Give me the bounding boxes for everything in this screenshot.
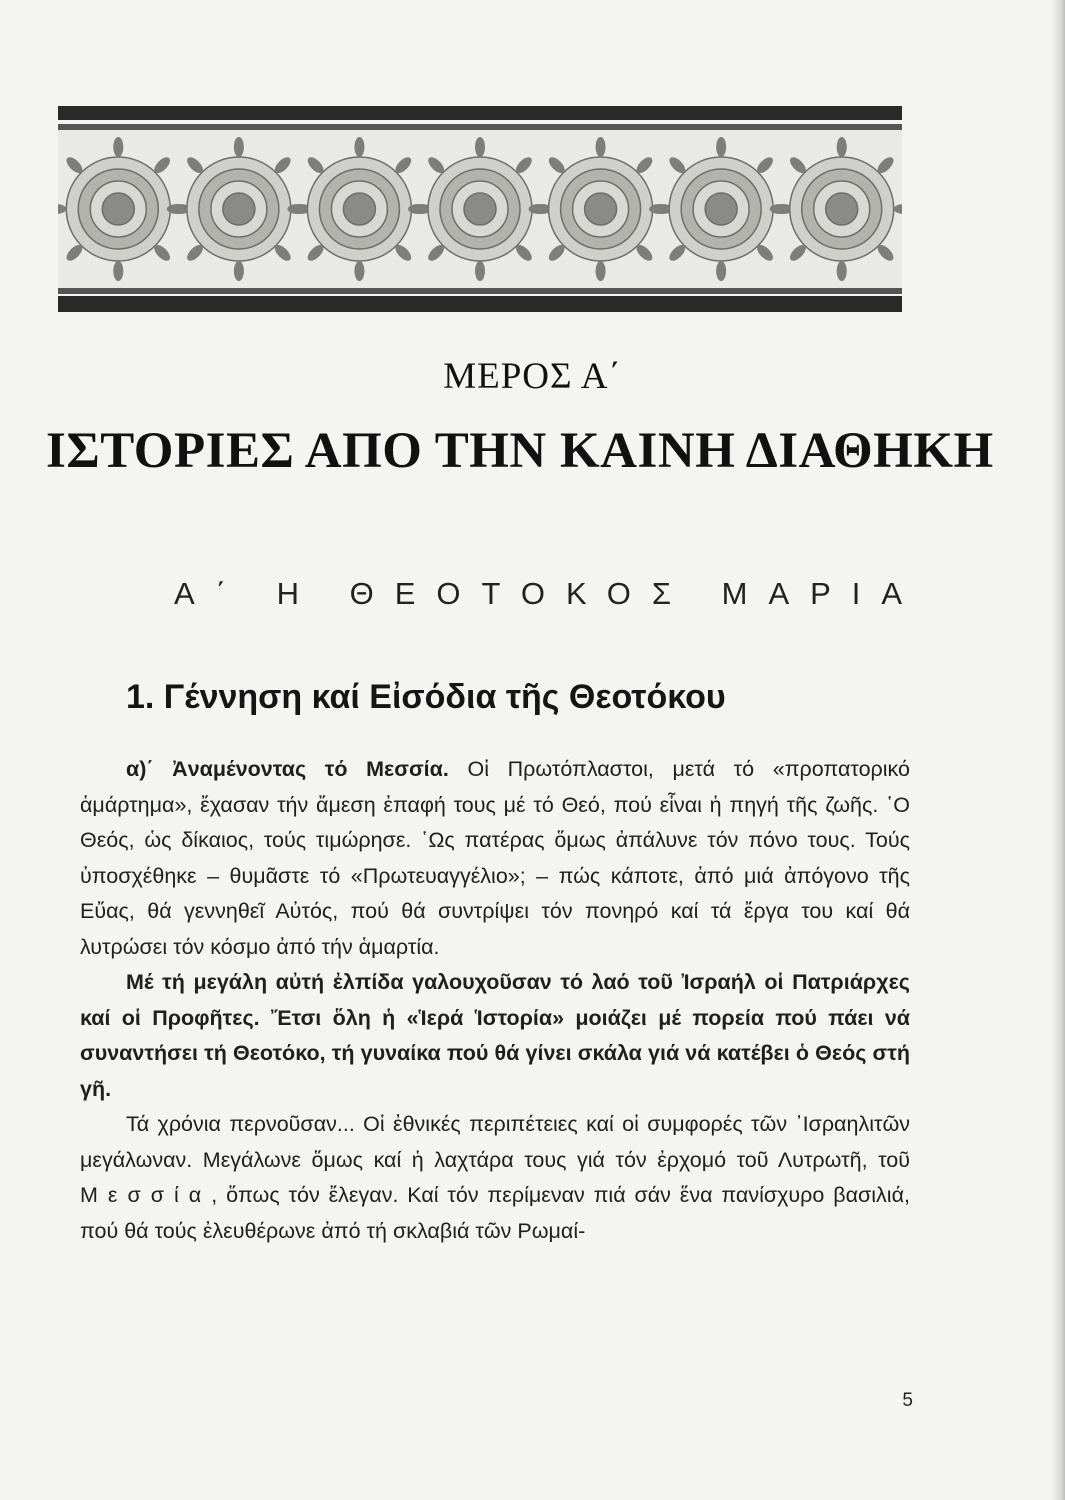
part-title: ΜΕΡΟΣ Α΄ bbox=[443, 356, 622, 397]
paragraph-3-spaced-word: Μεσσία bbox=[80, 1183, 212, 1207]
body-text bbox=[80, 752, 910, 1249]
chapter-title: 1. Γέννηση καί Εἰσόδια τῆς Θεοτόκου bbox=[126, 678, 726, 716]
page-edge bbox=[1051, 0, 1065, 1500]
page-number: 5 bbox=[902, 1390, 913, 1411]
paragraph-3-before: Τά χρόνια περνοῦσαν... Οἱ ἐθνικές περιπέτειες καί οἱ συμφορές τῶν ᾿Ισραηλιτῶν μεγάλωναν. Μεγάλωνε ὅμως καί ἡ λαχτάρα τους γιά τόν ἐρχομό τοῦ Λυτρωτῆ, τοῦ bbox=[80, 1112, 910, 1172]
paragraph-1 bbox=[80, 752, 910, 965]
paragraph-3 bbox=[80, 1107, 910, 1249]
decorative-border-ornament bbox=[58, 106, 902, 312]
paragraph-1-text: Οἱ Πρωτόπλαστοι, μετά τό «προπατορικό ἁμάρτημα», ἔχασαν τήν ἄμεση ἐπαφή τους μέ τό Θεό, πού εἶναι ἡ πηγή τῆς ζωῆς. ῾Ο Θεός, ὡς δίκαιος, τούς τιμώρησε. ῾Ως πατέρας ὅμως ἀπάλυνε τόν πόνο τους. Τούς ὑποσχέθηκε – θυμᾶστε τό «Πρωτευαγγέλιο»; – πώς κάποτε, ἀπό μιά ἀπόγονο τῆς Εὔας, θά γεννηθεῖ Αὐτός, πού θά συντρίψει τόν πονηρό καί τά ἔργα του καί θά λυτρώσει τόν κόσμο ἀπό τήν ἁμαρτία. bbox=[80, 757, 910, 959]
paragraph-3-after: , ὅπως τόν ἔλεγαν. Καί τόν περίμεναν πιά σάν ἕνα πανίσχυρο βασιλιά, πού θά τούς ἐλευθέρωνε ἀπό τή σκλαβιά τῶν Ρωμαί- bbox=[80, 1183, 910, 1243]
paragraph-2: Μέ τή μεγάλη αὐτή ἐλπίδα γαλουχοῦσαν τό λαό τοῦ Ἰσραήλ οἱ Πατριάρχες καί οἱ Προφῆτες. Ἔτσι ὅλη ἡ «Ἱερά Ἱστορία» μοιάζει μέ πορεία πού πάει νά συναντήσει τή Θεοτόκο, τή γυναίκα πού θά γίνει σκάλα γιά νά κατέβει ὁ Θεός στή γῆ. bbox=[80, 970, 910, 1101]
book-title: ΙΣΤΟΡΙΕΣ ΑΠΟ ΤΗΝ ΚΑΙΝΗ ΔΙΑΘΗΚΗ bbox=[46, 423, 994, 479]
paragraph-1-lead: α)΄ Ἀναμένοντας τό Μεσσία. bbox=[126, 757, 449, 781]
section-heading: Α΄ Η ΘΕΟΤΟΚΟΣ ΜΑΡΙΑ bbox=[174, 576, 924, 611]
